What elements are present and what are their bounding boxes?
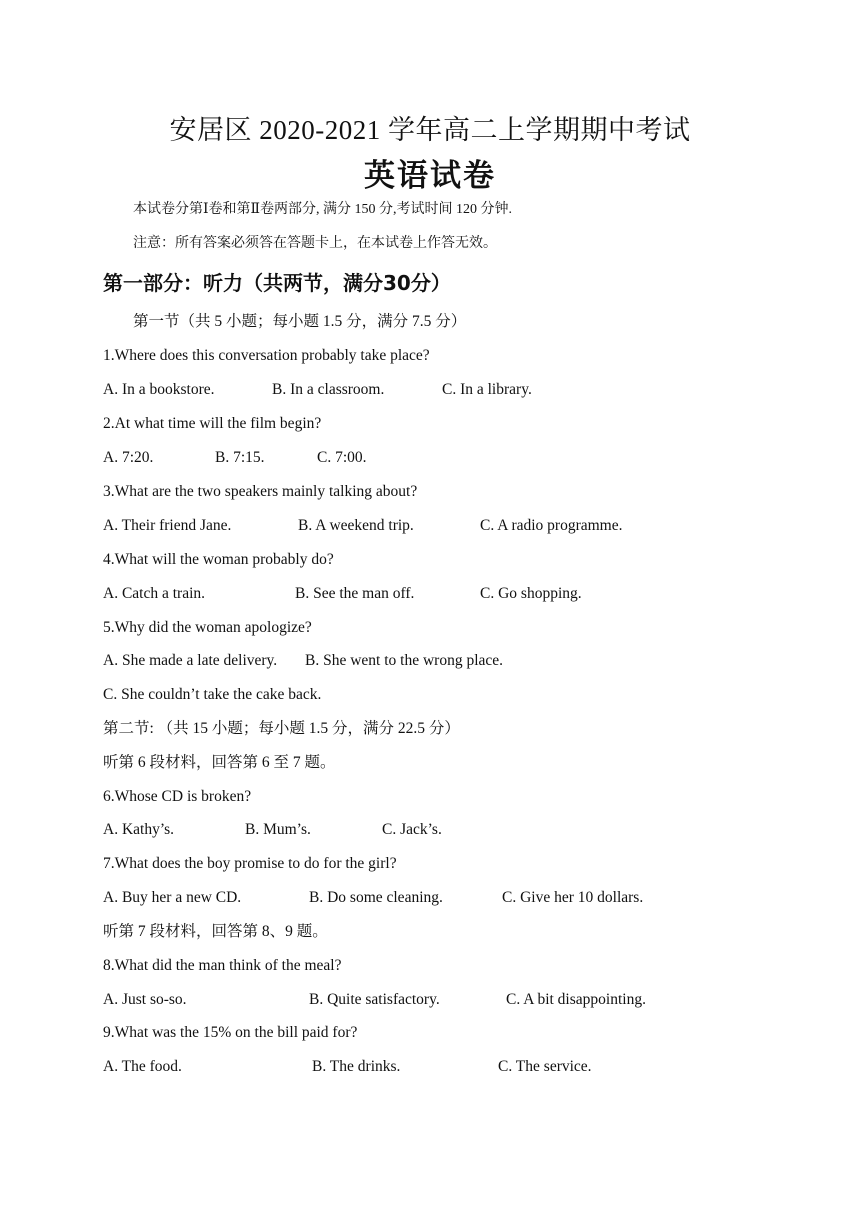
material-instruction: 听第 7 段材料，回答第 8、9 题。 [103,923,328,940]
exam-title: 安居区 2020-2021 学年高二上学期期中考试 [169,115,691,145]
option-c: C. A bit disappointing. [506,991,646,1008]
option-c: C. Jack’s. [382,821,442,838]
question-stem: 9.What was the 15% on the bill paid for? [103,1024,358,1041]
question-options [103,1057,803,1077]
question-options [103,651,803,671]
option-a: A. The food. [103,1058,182,1075]
question-options [103,990,803,1010]
option-c: C. She couldn’t take the cake back. [103,686,322,703]
part1-heading: 第一部分：听力（共两节，满分30分） [103,271,451,295]
exam-subject: 英语试卷 [364,158,496,194]
option-a: A. Kathy’s. [103,821,175,838]
question-options [103,448,803,468]
option-b: B. She went to the wrong place. [305,652,504,669]
option-c: C. In a library. [442,381,532,398]
option-b: B. The drinks. [312,1058,401,1075]
question-stem: 2.At what time will the film begin? [103,415,322,432]
question-stem: 1.Where does this conversation probably take place? [103,347,430,364]
option-c: C. 7:00. [317,449,367,466]
question-options [103,380,803,400]
option-a: A. Buy her a new CD. [103,889,242,906]
option-c: C. A radio programme. [480,517,623,534]
option-a: A. Just so-so. [103,991,187,1008]
option-b: B. See the man off. [295,585,415,602]
option-b: B. Mum’s. [245,821,311,838]
option-a: A. Their friend Jane. [103,517,232,534]
option-c: C. Give her 10 dollars. [502,889,644,906]
question-stem: 8.What did the man think of the meal? [103,957,342,974]
question-stem: 3.What are the two speakers mainly talking about? [103,483,418,500]
option-b: B. Quite satisfactory. [309,991,440,1008]
exam-notice: 注意：所有答案必须答在答题卡上，在本试卷上作答无效。 [133,235,497,251]
section2-heading: 第二节: （共 15 小题；每小题 1.5 分，满分 22.5 分） [103,720,460,737]
question-stem: 4.What will the woman probably do? [103,551,334,568]
option-c: C. Go shopping. [480,585,582,602]
option-a: A. 7:20. [103,449,154,466]
section1-heading: 第一节（共 5 小题；每小题 1.5 分，满分 7.5 分） [133,313,467,330]
question-options [103,516,803,536]
question-options [103,820,803,840]
option-a: A. She made a late delivery. [103,652,278,669]
option-a: A. Catch a train. [103,585,206,602]
option-b: B. 7:15. [215,449,265,466]
option-b: B. In a classroom. [272,381,385,398]
question-stem: 7.What does the boy promise to do for the girl? [103,855,397,872]
material-instruction: 听第 6 段材料，回答第 6 至 7 题。 [103,754,336,771]
option-b: B. A weekend trip. [298,517,414,534]
question-options [103,584,803,604]
option-a: A. In a bookstore. [103,381,215,398]
question-stem: 5.Why did the woman apologize? [103,619,312,636]
option-c: C. The service. [498,1058,592,1075]
question-stem: 6.Whose CD is broken? [103,788,252,805]
exam-intro: 本试卷分第Ⅰ卷和第Ⅱ卷两部分, 满分 150 分,考试时间 120 分钟. [133,202,513,217]
question-options [103,888,803,908]
option-b: B. Do some cleaning. [309,889,443,906]
